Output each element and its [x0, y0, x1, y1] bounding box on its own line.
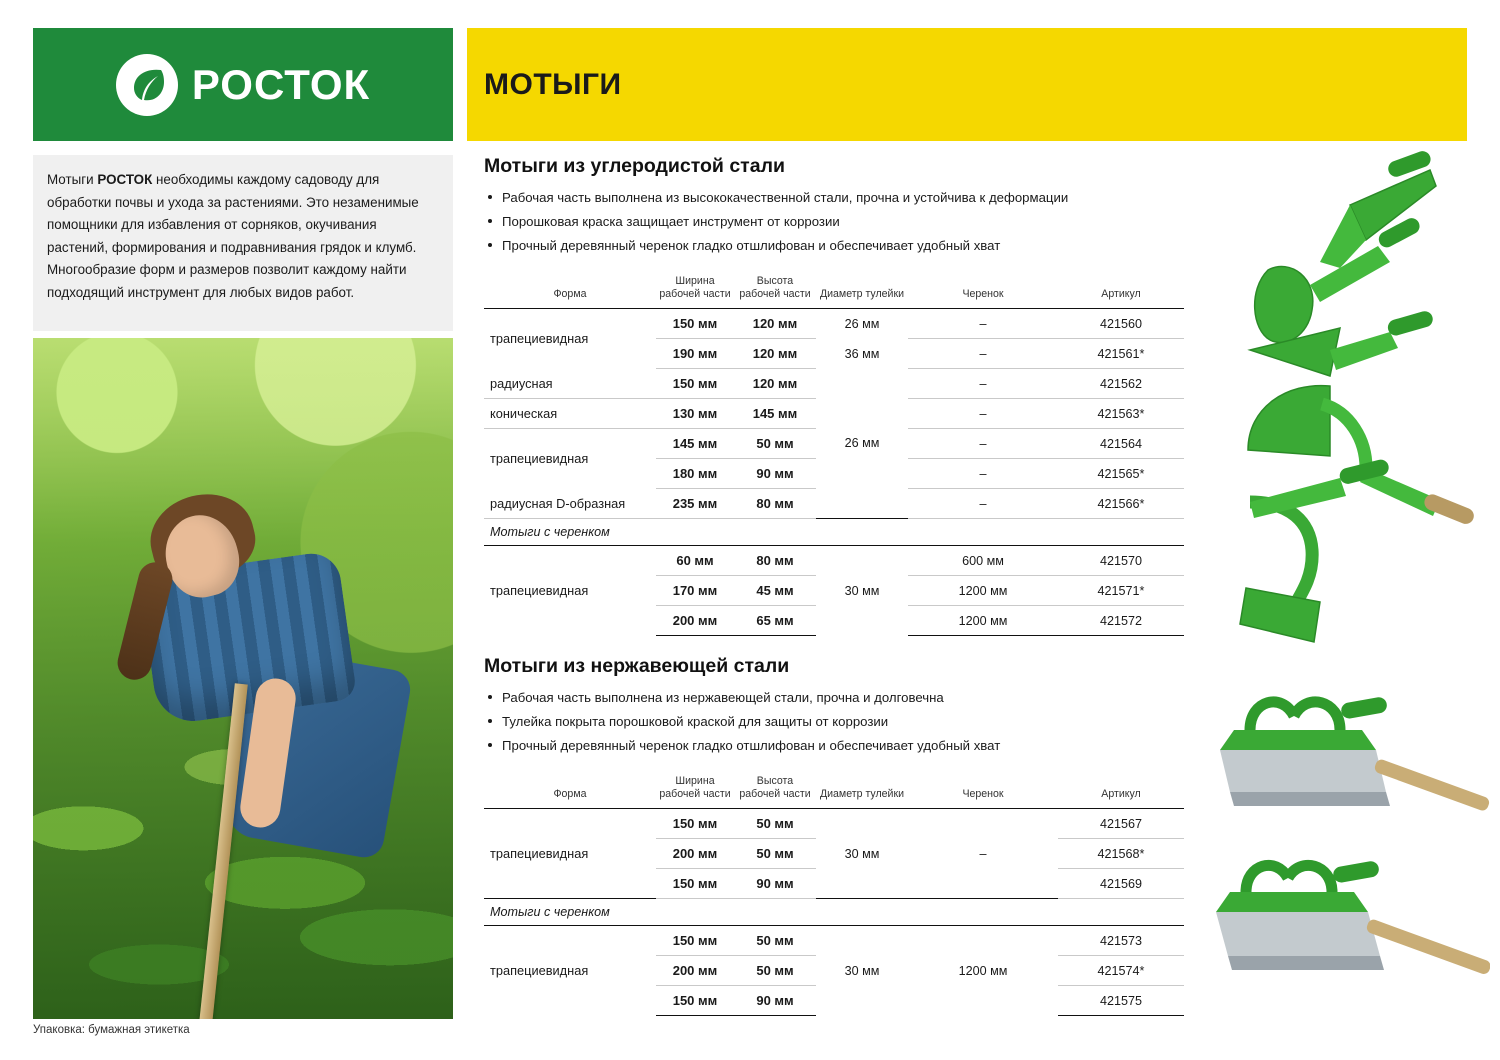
cell-width: 235 мм	[656, 489, 734, 519]
cell-height: 90 мм	[734, 869, 816, 899]
cell-width: 150 мм	[656, 986, 734, 1016]
cell-height: 50 мм	[734, 429, 816, 459]
cell-article: 421567	[1058, 809, 1184, 839]
col-height: Высота рабочей части	[734, 270, 816, 309]
cell-article: 421575	[1058, 986, 1184, 1016]
cell-handle: 600 мм	[908, 546, 1058, 576]
page-title: МОТЫГИ	[484, 67, 622, 101]
photo-figure	[88, 443, 388, 863]
cell-article: 421572	[1058, 606, 1184, 636]
cell-width: 200 мм	[656, 956, 734, 986]
cell-handle: –	[908, 489, 1058, 519]
cell-width: 150 мм	[656, 869, 734, 899]
packaging-caption: Упаковка: бумажная этикетка	[33, 1024, 190, 1036]
brand-logo-bar	[33, 28, 453, 141]
cell-width: 145 мм	[656, 429, 734, 459]
product-illustrations	[1190, 150, 1490, 1040]
cell-width: 200 мм	[656, 606, 734, 636]
intro-brand: РОСТОК	[97, 172, 153, 187]
intro-body: необходимы каждому садоводу для обработки почвы и ухода за растениями. Это незаменимые помощники для избавления от сорняков, окучивания растений, формирования и подравнивания грядок и клумб. Многообразие форм и размеров позволит каждому найти подходящий инструмент для любых видов работ.	[47, 172, 419, 300]
cell-height: 50 мм	[734, 839, 816, 869]
cell-form: трапециевидная	[490, 331, 589, 347]
cell-width: 200 мм	[656, 839, 734, 869]
cell-form: коническая	[484, 399, 656, 429]
cell-article: 421573	[1058, 926, 1184, 956]
cell-socket: 26 мм	[844, 316, 880, 331]
bullet-item: Рабочая часть выполнена из высококачественной стали, прочна и устойчива к деформации	[484, 189, 1184, 206]
table-header-row	[484, 770, 1184, 809]
brand-name: РОСТОК	[191, 60, 371, 108]
table-subheader-row	[484, 519, 1184, 546]
cell-width: 150 мм	[656, 926, 734, 956]
leaf-icon	[116, 54, 178, 116]
intro-paragraph	[47, 169, 431, 304]
cell-handle: –	[908, 309, 1058, 339]
cell-article: 421566*	[1058, 489, 1184, 519]
cell-article: 421563*	[1058, 399, 1184, 429]
bullet-item: Прочный деревянный черенок гладко отшлифован и обеспечивает удобный хват	[484, 237, 1184, 254]
gardener-photo	[33, 338, 453, 1019]
brand-logo	[116, 54, 370, 116]
intro-box	[33, 155, 453, 331]
cell-socket: 30 мм	[844, 846, 880, 861]
table-header-row	[484, 270, 1184, 309]
col-form: Форма	[484, 770, 656, 809]
cell-height: 80 мм	[734, 489, 816, 519]
col-article: Артикул	[1058, 770, 1184, 809]
cell-article: 421562	[1058, 369, 1184, 399]
col-handle: Черенок	[908, 270, 1058, 309]
cell-socket: 36 мм	[844, 346, 880, 361]
stainless-hoe-1	[1220, 696, 1490, 812]
cell-article: 421565*	[1058, 459, 1184, 489]
cell-height: 90 мм	[734, 986, 816, 1016]
table-subheader-row	[484, 899, 1184, 926]
col-handle: Черенок	[908, 770, 1058, 809]
page-header	[467, 28, 1467, 141]
table-row	[484, 309, 1184, 339]
cell-handle: –	[908, 429, 1058, 459]
cell-handle: –	[908, 339, 1058, 369]
col-article: Артикул	[1058, 270, 1184, 309]
cell-form: радиусная D-образная	[484, 489, 656, 519]
cell-handle: –	[908, 459, 1058, 489]
table-subheader: Мотыги с черенком	[484, 519, 1184, 546]
col-width: Ширина рабочей части	[656, 270, 734, 309]
cell-form: радиусная	[484, 369, 656, 399]
col-height: Высота рабочей части	[734, 770, 816, 809]
stainless-hoes-illustration	[1190, 660, 1490, 1040]
cell-form: трапециевидная	[490, 963, 589, 979]
cell-height: 90 мм	[734, 459, 816, 489]
cell-width: 150 мм	[656, 809, 734, 839]
cell-height: 120 мм	[734, 309, 816, 339]
cell-height: 120 мм	[734, 339, 816, 369]
col-form: Форма	[484, 270, 656, 309]
cell-article: 421560	[1058, 309, 1184, 339]
cell-height: 45 мм	[734, 576, 816, 606]
cell-article: 421570	[1058, 546, 1184, 576]
bullet-item: Прочный деревянный черенок гладко отшлифован и обеспечивает удобный хват	[484, 737, 1184, 754]
cell-article: 421568*	[1058, 839, 1184, 869]
section-bullets	[484, 189, 1184, 254]
cell-height: 120 мм	[734, 369, 816, 399]
col-width: Ширина рабочей части	[656, 770, 734, 809]
cell-socket: 30 мм	[844, 963, 880, 978]
cell-article: 421571*	[1058, 576, 1184, 606]
col-socket: Диаметр тулейки	[816, 770, 908, 809]
cell-form: трапециевидная	[490, 451, 589, 467]
section-title: Мотыги из нержавеющей стали	[484, 655, 790, 677]
col-socket: Диаметр тулейки	[816, 270, 908, 309]
cell-socket: 26 мм	[844, 436, 880, 451]
cell-handle: –	[979, 846, 987, 861]
section-bullets	[484, 689, 1184, 754]
cell-width: 130 мм	[656, 399, 734, 429]
cell-handle: 1200 мм	[908, 576, 1058, 606]
cell-width: 190 мм	[656, 339, 734, 369]
carbon-hoes-illustration	[1190, 150, 1490, 670]
section-title: Мотыги из углеродистой стали	[484, 155, 785, 177]
cell-height: 50 мм	[734, 926, 816, 956]
cell-form: трапециевидная	[490, 583, 589, 599]
cell-article: 421561*	[1058, 339, 1184, 369]
cell-height: 80 мм	[734, 546, 816, 576]
cell-width: 180 мм	[656, 459, 734, 489]
cell-handle: –	[908, 369, 1058, 399]
cell-socket: 30 мм	[844, 583, 880, 598]
section-carbon-steel	[484, 155, 1184, 636]
spec-table-carbon	[484, 270, 1184, 636]
cell-handle: 1200 мм	[958, 963, 1008, 978]
cell-article: 421569	[1058, 869, 1184, 899]
spec-table-stainless	[484, 770, 1184, 1016]
cell-article: 421564	[1058, 429, 1184, 459]
cell-height: 50 мм	[734, 956, 816, 986]
table-subheader: Мотыги с черенком	[484, 899, 1184, 926]
intro-prefix: Мотыги	[47, 172, 98, 187]
cell-height: 50 мм	[734, 809, 816, 839]
cell-article: 421574*	[1058, 956, 1184, 986]
cell-width: 150 мм	[656, 369, 734, 399]
cell-form: трапециевидная	[490, 846, 589, 861]
bullet-item: Тулейка покрыта порошковой краской для защиты от коррозии	[484, 713, 1184, 730]
table-row	[484, 809, 1184, 839]
table-row	[484, 926, 1184, 956]
cell-handle: –	[908, 399, 1058, 429]
cell-width: 170 мм	[656, 576, 734, 606]
cell-height: 65 мм	[734, 606, 816, 636]
bullet-item: Порошковая краска защищает инструмент от коррозии	[484, 213, 1184, 230]
cell-width: 150 мм	[656, 309, 734, 339]
section-stainless-steel	[484, 655, 1184, 1016]
cell-handle: 1200 мм	[908, 606, 1058, 636]
table-row	[484, 546, 1184, 576]
cell-width: 60 мм	[656, 546, 734, 576]
bullet-item: Рабочая часть выполнена из нержавеющей стали, прочна и долговечна	[484, 689, 1184, 706]
cell-height: 145 мм	[734, 399, 816, 429]
table-row	[484, 369, 1184, 399]
stainless-hoe-2	[1216, 860, 1490, 976]
